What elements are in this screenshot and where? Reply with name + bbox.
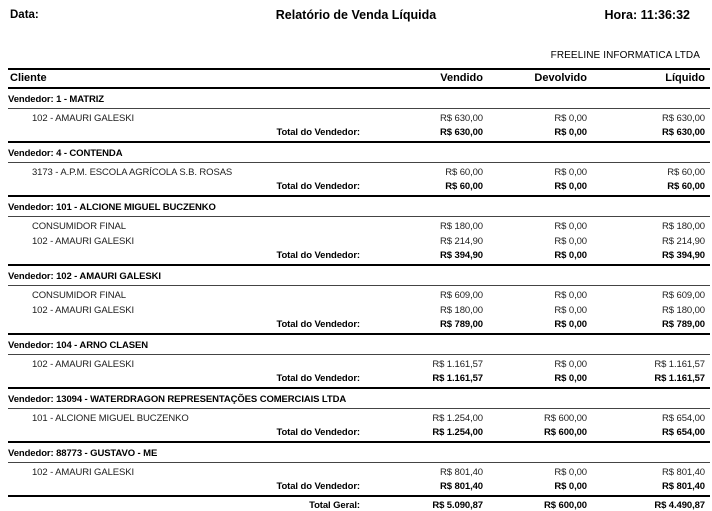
vendor-total-label: Total do Vendedor: <box>276 250 360 261</box>
vendor-sections <box>8 89 710 497</box>
column-header-liquido: Líquido <box>665 72 705 84</box>
vendor-section <box>8 443 710 497</box>
vendor-heading: Vendedor: 4 - CONTENDA <box>8 143 710 163</box>
vendor-total-label: Total do Vendedor: <box>276 127 360 138</box>
client-row <box>8 167 710 178</box>
liquido-value: R$ 801,40 <box>662 467 705 478</box>
vendor-total-label: Total do Vendedor: <box>276 427 360 438</box>
column-header-cliente: Cliente <box>10 72 47 84</box>
client-name: 101 - ALCIONE MIGUEL BUCZENKO <box>32 413 189 424</box>
vendor-total-vendido: R$ 630,00 <box>440 127 483 138</box>
client-row <box>8 467 710 478</box>
vendido-value: R$ 180,00 <box>440 305 483 316</box>
vendor-section <box>8 143 710 197</box>
liquido-value: R$ 1.161,57 <box>654 359 705 370</box>
vendor-total-liquido: R$ 1.161,57 <box>654 373 705 384</box>
liquido-value: R$ 609,00 <box>662 290 705 301</box>
vendor-total-row <box>8 319 710 333</box>
vendor-total-row <box>8 250 710 264</box>
vendor-total-row <box>8 427 710 441</box>
time-display <box>605 8 691 22</box>
client-row <box>8 221 710 232</box>
vendor-total-liquido: R$ 654,00 <box>662 427 705 438</box>
vendor-total-label: Total do Vendedor: <box>276 481 360 492</box>
vendor-section <box>8 335 710 389</box>
liquido-value: R$ 214,90 <box>662 236 705 247</box>
vendido-value: R$ 60,00 <box>445 167 483 178</box>
vendor-total-vendido: R$ 394,90 <box>440 250 483 261</box>
vendor-total-vendido: R$ 1.161,57 <box>432 373 483 384</box>
vendor-total-vendido: R$ 1.254,00 <box>432 427 483 438</box>
devolvido-value: R$ 0,00 <box>554 290 587 301</box>
vendor-section <box>8 389 710 443</box>
vendor-total-vendido: R$ 801,40 <box>440 481 483 492</box>
vendor-total-row <box>8 481 710 495</box>
vendor-total-vendido: R$ 789,00 <box>440 319 483 330</box>
vendor-heading: Vendedor: 1 - MATRIZ <box>8 89 710 109</box>
liquido-value: R$ 180,00 <box>662 221 705 232</box>
vendor-total-devolvido: R$ 0,00 <box>554 127 587 138</box>
vendor-total-devolvido: R$ 0,00 <box>554 181 587 192</box>
devolvido-value: R$ 0,00 <box>554 305 587 316</box>
vendor-section <box>8 89 710 143</box>
grand-total-row <box>8 500 710 511</box>
time-label: Hora: <box>604 8 638 22</box>
company-name: FREELINE INFORMATICA LTDA <box>550 50 700 61</box>
grand-total-devolvido: R$ 600,00 <box>544 500 587 511</box>
report-table <box>8 68 710 511</box>
devolvido-value: R$ 0,00 <box>554 221 587 232</box>
client-name: 102 - AMAURI GALESKI <box>32 305 135 316</box>
vendor-total-liquido: R$ 801,40 <box>662 481 705 492</box>
column-header-vendido: Vendido <box>440 72 483 84</box>
vendido-value: R$ 630,00 <box>440 113 483 124</box>
vendor-heading: Vendedor: 104 - ARNO CLASEN <box>8 335 710 355</box>
liquido-value: R$ 60,00 <box>667 167 705 178</box>
time-value: 11:36:32 <box>640 8 690 22</box>
devolvido-value: R$ 600,00 <box>544 413 587 424</box>
vendor-total-label: Total do Vendedor: <box>276 373 360 384</box>
vendido-value: R$ 214,90 <box>440 236 483 247</box>
vendor-section <box>8 197 710 266</box>
vendor-total-row <box>8 181 710 195</box>
client-row <box>8 113 710 124</box>
vendor-total-row <box>8 373 710 387</box>
vendor-total-devolvido: R$ 0,00 <box>554 373 587 384</box>
grand-total-label: Total Geral: <box>309 500 360 511</box>
table-header-row <box>8 68 710 89</box>
client-row <box>8 305 710 316</box>
client-name: CONSUMIDOR FINAL <box>32 290 126 301</box>
client-name: CONSUMIDOR FINAL <box>32 221 126 232</box>
vendor-total-devolvido: R$ 0,00 <box>554 319 587 330</box>
grand-total-liquido: R$ 4.490,87 <box>654 500 705 511</box>
client-name: 102 - AMAURI GALESKI <box>32 113 135 124</box>
vendor-section <box>8 266 710 335</box>
devolvido-value: R$ 0,00 <box>554 467 587 478</box>
vendor-heading: Vendedor: 102 - AMAURI GALESKI <box>8 266 710 286</box>
liquido-value: R$ 654,00 <box>662 413 705 424</box>
vendor-total-liquido: R$ 60,00 <box>667 181 705 192</box>
vendor-total-label: Total do Vendedor: <box>276 319 360 330</box>
vendor-total-devolvido: R$ 0,00 <box>554 481 587 492</box>
client-name: 3173 - A.P.M. ESCOLA AGRÍCOLA S.B. ROSAS <box>32 167 233 178</box>
devolvido-value: R$ 0,00 <box>554 113 587 124</box>
client-row <box>8 359 710 370</box>
client-row <box>8 290 710 301</box>
vendor-total-liquido: R$ 394,90 <box>662 250 705 261</box>
liquido-value: R$ 630,00 <box>662 113 705 124</box>
grand-total-vendido: R$ 5.090,87 <box>432 500 483 511</box>
vendor-heading: Vendedor: 13094 - WATERDRAGON REPRESENTAÇÕES COMERCIAIS LTDA <box>8 389 710 409</box>
devolvido-value: R$ 0,00 <box>554 359 587 370</box>
vendor-total-devolvido: R$ 600,00 <box>544 427 587 438</box>
vendor-total-liquido: R$ 789,00 <box>662 319 705 330</box>
vendor-total-vendido: R$ 60,00 <box>445 181 483 192</box>
vendido-value: R$ 1.161,57 <box>432 359 483 370</box>
client-name: 102 - AMAURI GALESKI <box>32 467 135 478</box>
vendor-heading: Vendedor: 88773 - GUSTAVO - ME <box>8 443 710 463</box>
vendor-total-label: Total do Vendedor: <box>276 181 360 192</box>
vendido-value: R$ 801,40 <box>440 467 483 478</box>
column-header-devolvido: Devolvido <box>534 72 587 84</box>
vendor-total-row <box>8 127 710 141</box>
vendor-total-devolvido: R$ 0,00 <box>554 250 587 261</box>
liquido-value: R$ 180,00 <box>662 305 705 316</box>
vendido-value: R$ 1.254,00 <box>432 413 483 424</box>
vendor-heading: Vendedor: 101 - ALCIONE MIGUEL BUCZENKO <box>8 197 710 217</box>
client-name: 102 - AMAURI GALESKI <box>32 359 135 370</box>
vendido-value: R$ 180,00 <box>440 221 483 232</box>
client-row <box>8 236 710 247</box>
vendor-total-liquido: R$ 630,00 <box>662 127 705 138</box>
devolvido-value: R$ 0,00 <box>554 236 587 247</box>
client-name: 102 - AMAURI GALESKI <box>32 236 135 247</box>
vendido-value: R$ 609,00 <box>440 290 483 301</box>
date-label: Data: <box>10 9 39 21</box>
report-header <box>0 0 712 26</box>
page-title: Relatório de Venda Líquida <box>275 8 437 22</box>
devolvido-value: R$ 0,00 <box>554 167 587 178</box>
